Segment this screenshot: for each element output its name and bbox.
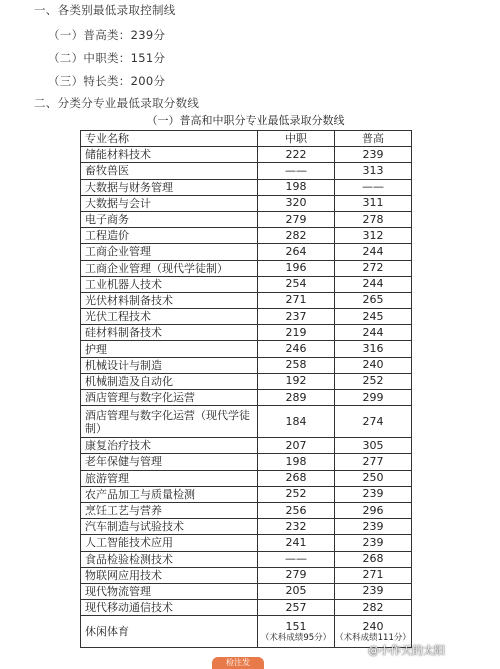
cell-major-name <box>81 486 258 502</box>
score-value: 239 <box>362 147 384 161</box>
score-value: 256 <box>285 503 307 517</box>
cell-zhongzhi-score <box>258 616 335 648</box>
score-value: 252 <box>285 487 307 501</box>
cell-pugao-score <box>335 406 412 438</box>
score-value: 265 <box>362 293 384 307</box>
cell-major-name <box>81 406 258 438</box>
cell-zhongzhi-score <box>258 309 335 325</box>
score-value: 282 <box>285 228 307 242</box>
cell-zhongzhi-score <box>258 357 335 373</box>
cell-zhongzhi-score <box>258 179 335 195</box>
score-value: —— <box>285 163 307 177</box>
score-value: 240 <box>362 619 384 633</box>
table-header-row <box>81 131 412 147</box>
cell-zhongzhi-score <box>258 406 335 438</box>
cell-zhongzhi-score <box>258 583 335 599</box>
cell-major-name <box>81 438 258 454</box>
score-value: 244 <box>362 244 384 258</box>
table-row <box>81 357 412 373</box>
cell-pugao-score <box>335 519 412 535</box>
cell-zhongzhi-score <box>258 244 335 260</box>
major-name: 休闲体育 <box>85 625 129 639</box>
score-value: 222 <box>285 147 307 161</box>
cell-major-name <box>81 390 258 406</box>
score-value: —— <box>362 180 384 194</box>
cell-major-name <box>81 179 258 195</box>
table-row <box>81 244 412 260</box>
cell-major-name <box>81 147 258 163</box>
major-name: 农产品加工与质量检测 <box>85 487 195 501</box>
cell-major-name <box>81 600 258 616</box>
score-value: 246 <box>285 342 307 356</box>
table-row <box>81 519 412 535</box>
score-value: 254 <box>285 277 307 291</box>
score-note: （术科成绩111分） <box>335 632 411 643</box>
table-row <box>81 583 412 599</box>
score-value: 239 <box>362 584 384 598</box>
cell-zhongzhi-score <box>258 535 335 551</box>
table-row <box>81 567 412 583</box>
score-value: 257 <box>285 600 307 614</box>
table-row <box>81 600 412 616</box>
major-name: 酒店管理与数字化运营（现代学徒制） <box>85 408 250 435</box>
cell-pugao-score <box>335 502 412 518</box>
table-row <box>81 292 412 308</box>
score-value: 245 <box>362 309 384 323</box>
major-name: 食品检验检测技术 <box>85 552 173 566</box>
score-value: 244 <box>362 277 384 291</box>
cell-major-name <box>81 292 258 308</box>
table-row <box>81 325 412 341</box>
table-row <box>81 470 412 486</box>
major-name: 人工智能技术应用 <box>85 536 173 550</box>
cell-major-name <box>81 551 258 567</box>
score-value: 237 <box>285 309 307 323</box>
score-value: 268 <box>362 552 384 566</box>
cell-major-name <box>81 454 258 470</box>
cell-pugao-score <box>335 179 412 195</box>
score-table <box>80 130 412 648</box>
cell-pugao-score <box>335 600 412 616</box>
major-name: 大数据与会计 <box>85 196 151 210</box>
cell-pugao-score <box>335 535 412 551</box>
score-value: 239 <box>362 487 384 501</box>
table-row <box>81 276 412 292</box>
score-value: 232 <box>285 519 307 533</box>
section-heading-2: 二、分类分专业最低录取分数线 <box>34 96 200 110</box>
cell-major-name <box>81 163 258 179</box>
cell-major-name <box>81 276 258 292</box>
cell-pugao-score <box>335 147 412 163</box>
score-value: 240 <box>362 358 384 372</box>
control-line-3: （三）特长类：200分 <box>48 74 166 88</box>
cell-major-name <box>81 260 258 276</box>
header-cell-pugao: 普高 <box>335 131 412 147</box>
major-name: 工程造价 <box>85 229 129 243</box>
major-name: 储能材料技术 <box>85 148 151 162</box>
major-name: 康复治疗技术 <box>85 439 151 453</box>
cell-pugao-score <box>335 228 412 244</box>
score-table-block <box>80 112 411 648</box>
score-value: 258 <box>285 358 307 372</box>
score-value: 278 <box>362 212 384 226</box>
table-row <box>81 228 412 244</box>
major-name: 护理 <box>85 342 107 356</box>
cell-major-name <box>81 211 258 227</box>
cell-pugao-score <box>335 325 412 341</box>
cell-zhongzhi-score <box>258 292 335 308</box>
cell-zhongzhi-score <box>258 390 335 406</box>
cell-major-name <box>81 357 258 373</box>
cell-zhongzhi-score <box>258 600 335 616</box>
cell-zhongzhi-score <box>258 470 335 486</box>
cell-pugao-score <box>335 341 412 357</box>
score-value: 316 <box>362 342 384 356</box>
cell-pugao-score <box>335 567 412 583</box>
score-value: 274 <box>362 414 384 428</box>
bottom-tag[interactable]: 检注发 <box>212 657 264 669</box>
score-value: 313 <box>362 163 384 177</box>
cell-pugao-score <box>335 551 412 567</box>
cell-zhongzhi-score <box>258 276 335 292</box>
score-value: 282 <box>362 600 384 614</box>
cell-zhongzhi-score <box>258 260 335 276</box>
major-name: 畜牧兽医 <box>85 164 129 178</box>
cell-major-name <box>81 535 258 551</box>
major-name: 旅游管理 <box>85 471 129 485</box>
score-value: 207 <box>285 438 307 452</box>
major-name: 烹饪工艺与营养 <box>85 504 162 518</box>
cell-zhongzhi-score <box>258 454 335 470</box>
cell-pugao-score <box>335 195 412 211</box>
score-value: 279 <box>285 568 307 582</box>
cell-major-name <box>81 228 258 244</box>
table-row <box>81 179 412 195</box>
score-value: 264 <box>285 244 307 258</box>
cell-zhongzhi-score <box>258 211 335 227</box>
score-value: 320 <box>285 196 307 210</box>
cell-major-name <box>81 502 258 518</box>
cell-pugao-score <box>335 486 412 502</box>
table-row <box>81 535 412 551</box>
score-note: （术科成绩95分） <box>260 632 332 643</box>
cell-major-name <box>81 373 258 389</box>
major-name: 电子商务 <box>85 213 129 227</box>
cell-pugao-score <box>335 438 412 454</box>
cell-major-name <box>81 341 258 357</box>
major-name: 酒店管理与数字化运营 <box>85 391 195 405</box>
cell-major-name <box>81 583 258 599</box>
score-value: 184 <box>285 414 307 428</box>
table-row <box>81 406 412 438</box>
major-name: 工商企业管理 <box>85 245 151 259</box>
cell-pugao-score <box>335 357 412 373</box>
score-value: 198 <box>285 180 307 194</box>
cell-major-name <box>81 325 258 341</box>
major-name: 光伏工程技术 <box>85 310 151 324</box>
table-row <box>81 147 412 163</box>
cell-zhongzhi-score <box>258 325 335 341</box>
score-value: 192 <box>285 374 307 388</box>
score-value: 289 <box>285 390 307 404</box>
cell-pugao-score <box>335 260 412 276</box>
section-heading-1: 一、各类别最低录取控制线 <box>34 3 176 17</box>
score-value: 252 <box>362 374 384 388</box>
major-name: 光伏材料制备技术 <box>85 293 173 307</box>
score-value: 219 <box>285 325 307 339</box>
score-value: 151 <box>285 619 307 633</box>
score-value: 305 <box>362 438 384 452</box>
control-line-2: （二）中职类：151分 <box>48 51 166 65</box>
cell-pugao-score <box>335 244 412 260</box>
cell-pugao-score <box>335 309 412 325</box>
header-cell-zhongzhi: 中职 <box>258 131 335 147</box>
cell-zhongzhi-score <box>258 373 335 389</box>
cell-zhongzhi-score <box>258 195 335 211</box>
major-name: 现代移动通信技术 <box>85 601 173 615</box>
table-row <box>81 390 412 406</box>
score-value: 205 <box>285 584 307 598</box>
score-value: 244 <box>362 325 384 339</box>
control-line-1: （一）普高类：239分 <box>48 28 166 42</box>
cell-pugao-score <box>335 470 412 486</box>
score-value: 311 <box>362 196 384 210</box>
table-row <box>81 616 412 648</box>
cell-zhongzhi-score <box>258 341 335 357</box>
header-cell-major: 专业名称 <box>81 131 258 147</box>
major-name: 汽车制造与试验技术 <box>85 520 184 534</box>
cell-major-name <box>81 195 258 211</box>
cell-major-name <box>81 567 258 583</box>
score-value: 277 <box>362 454 384 468</box>
score-value: 279 <box>285 212 307 226</box>
cell-zhongzhi-score <box>258 502 335 518</box>
table-row <box>81 260 412 276</box>
table-row <box>81 373 412 389</box>
cell-pugao-score <box>335 454 412 470</box>
cell-zhongzhi-score <box>258 438 335 454</box>
score-value: 272 <box>362 261 384 275</box>
major-name: 现代物流管理 <box>85 584 151 598</box>
major-name: 机械设计与制造 <box>85 358 162 372</box>
table-row <box>81 309 412 325</box>
cell-zhongzhi-score <box>258 519 335 535</box>
cell-zhongzhi-score <box>258 147 335 163</box>
cell-major-name <box>81 244 258 260</box>
cell-pugao-score <box>335 390 412 406</box>
score-value: —— <box>285 552 307 566</box>
table-title: （一）普高和中职分专业最低录取分数线 <box>146 114 345 127</box>
table-row <box>81 502 412 518</box>
table-row <box>81 438 412 454</box>
score-value: 299 <box>362 390 384 404</box>
major-name: 老年保健与管理 <box>85 455 162 469</box>
cell-pugao-score <box>335 373 412 389</box>
cell-zhongzhi-score <box>258 551 335 567</box>
major-name: 大数据与财务管理 <box>85 180 173 194</box>
score-value: 239 <box>362 519 384 533</box>
table-row <box>81 341 412 357</box>
score-value: 250 <box>362 471 384 485</box>
cell-major-name <box>81 519 258 535</box>
score-value: 198 <box>285 454 307 468</box>
cell-zhongzhi-score <box>258 228 335 244</box>
cell-zhongzhi-score <box>258 567 335 583</box>
cell-pugao-score <box>335 163 412 179</box>
cell-major-name <box>81 470 258 486</box>
score-value: 271 <box>285 293 307 307</box>
cell-major-name <box>81 616 258 648</box>
table-row <box>81 163 412 179</box>
major-name: 工业机器人技术 <box>85 277 162 291</box>
score-value: 239 <box>362 535 384 549</box>
table-row <box>81 454 412 470</box>
score-value: 271 <box>362 568 384 582</box>
score-value: 196 <box>285 261 307 275</box>
cell-pugao-score <box>335 292 412 308</box>
score-value: 268 <box>285 471 307 485</box>
major-name: 硅材料制备技术 <box>85 326 162 340</box>
table-row <box>81 551 412 567</box>
cell-pugao-score <box>335 211 412 227</box>
table-row <box>81 211 412 227</box>
table-row <box>81 486 412 502</box>
watermark-text: @小作天的太阳 <box>368 644 445 657</box>
score-value: 241 <box>285 535 307 549</box>
major-name: 工商企业管理（现代学徒制） <box>85 261 228 275</box>
major-name: 物联网应用技术 <box>85 568 162 582</box>
cell-pugao-score <box>335 276 412 292</box>
score-value: 312 <box>362 228 384 242</box>
cell-zhongzhi-score <box>258 163 335 179</box>
table-row <box>81 195 412 211</box>
major-name: 机械制造及自动化 <box>85 374 173 388</box>
cell-zhongzhi-score <box>258 486 335 502</box>
cell-major-name <box>81 309 258 325</box>
cell-pugao-score <box>335 583 412 599</box>
score-value: 296 <box>362 503 384 517</box>
